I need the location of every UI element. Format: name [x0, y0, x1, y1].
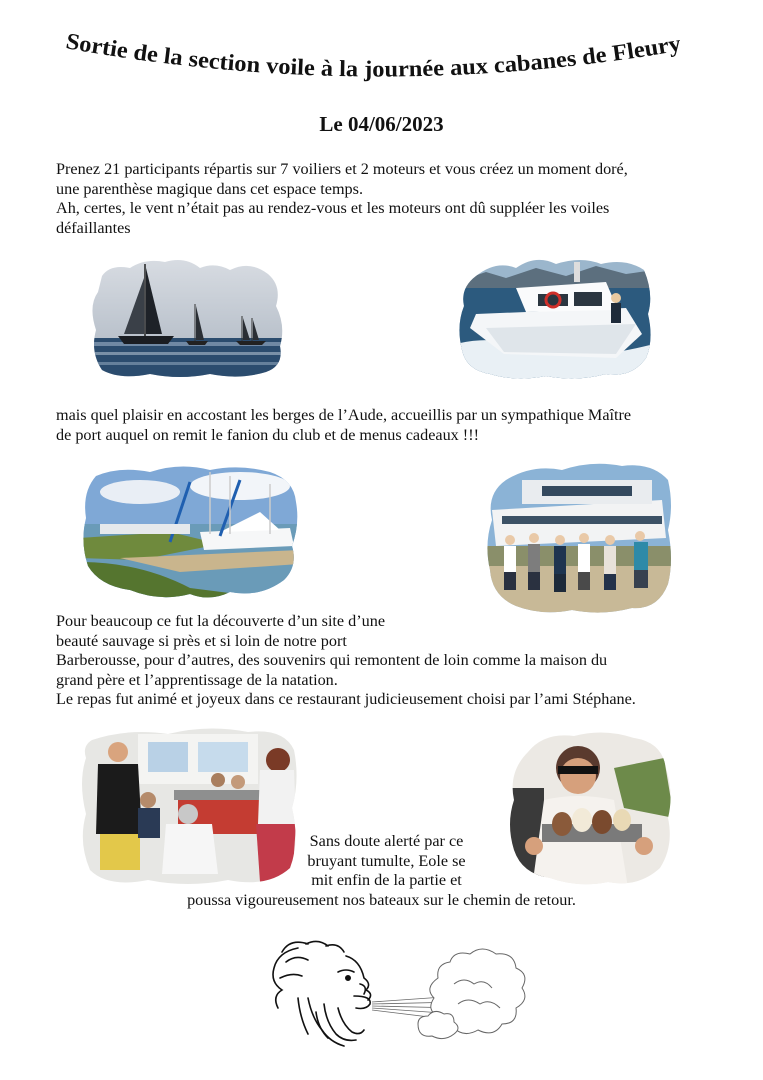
- text-line: défaillantes: [56, 218, 131, 237]
- eole-drawing: [268, 938, 530, 1048]
- paragraph-return: [0, 832, 763, 910]
- title-text: Sortie de la section voile à la journée aux cabanes de Fleury: [64, 30, 682, 82]
- text-line: Pour beaucoup ce fut la découverte d’un site d’une: [56, 612, 386, 630]
- text-line: mais quel plaisir en accostant les berges de l’Aude, accueillis par un sympathique Maître: [56, 406, 632, 424]
- text-line: bruyant tumulte, Eole se: [307, 851, 466, 870]
- text-line: beauté sauvage si près et si loin de notre port: [56, 631, 347, 650]
- date-heading: Le 04/06/2023: [319, 112, 444, 136]
- text-line: Ah, certes, le vent n’était pas au rendez-vous et les moteurs ont dû suppléer les voiles: [56, 199, 610, 217]
- text-line: Prenez 21 participants répartis sur 7 voiliers et 2 moteurs et vous créez un moment doré,: [56, 160, 628, 178]
- paragraph-discovery: [56, 612, 636, 710]
- text-line: grand père et l’apprentissage de la natation.: [56, 670, 338, 689]
- paragraph-intro: [56, 160, 628, 238]
- text-line: Barberousse, pour d’autres, des souvenirs qui remontent de loin comme la maison du: [56, 651, 608, 669]
- paragraph-arrival: [56, 406, 631, 445]
- text-line: Sans doute alerté par ce: [309, 832, 464, 850]
- text-line: de port auquel on remit le fanion du club et de menus cadeaux !!!: [56, 425, 479, 444]
- sailboats-photo: [90, 256, 288, 380]
- page-title: [60, 30, 700, 90]
- motorboat-photo: [456, 254, 654, 382]
- text-line: poussa vigoureusement nos bateaux sur le chemin de retour.: [187, 890, 576, 909]
- text-line: une parenthèse magique dans cet espace temps.: [56, 179, 363, 198]
- text-line: mit enfin de la partie et: [311, 871, 462, 889]
- group-photo: [482, 460, 674, 616]
- svg-text:Sortie de la section voile à l: [64, 30, 683, 82]
- harbor-photo: [80, 462, 300, 602]
- text-line: Le repas fut animé et joyeux dans ce restaurant judicieusement choisi par l’ami Stéphane.: [56, 690, 636, 708]
